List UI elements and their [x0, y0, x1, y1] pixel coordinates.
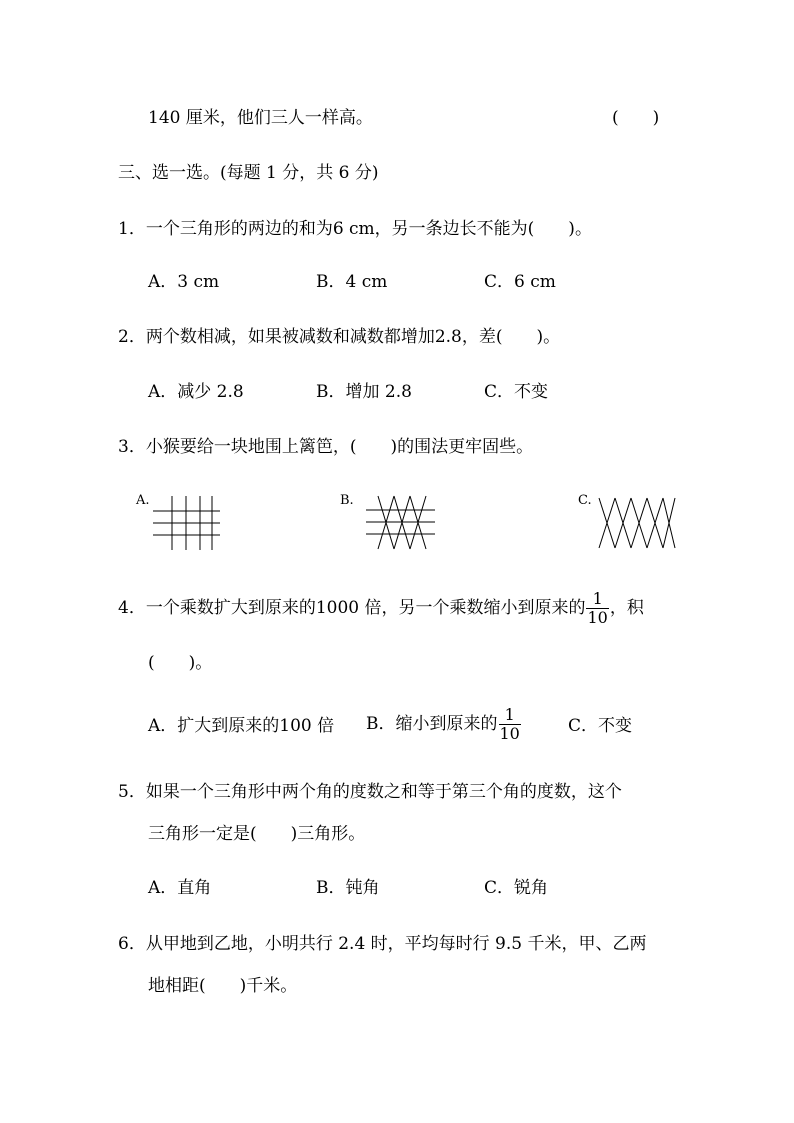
section-heading: 三、选一选。(每题 1 分，共 6 分): [118, 163, 379, 183]
q4-option-b-denominator: 10: [499, 724, 520, 743]
q4-option-b-fraction: [499, 706, 521, 743]
fence-figure-b[interactable]: [360, 494, 440, 552]
q2-option-a[interactable]: A．减少 2.8: [148, 382, 244, 402]
question-3: 3．小猴要给一块地围上篱笆，( )的围法更牢固些。: [118, 437, 534, 457]
question-6-line2: 地相距( )千米。: [148, 976, 298, 996]
q1-option-a[interactable]: A．3 cm: [148, 272, 220, 292]
q4-text-before: 4．一个乘数扩大到原来的1000 倍，另一个乘数缩小到原来的: [118, 598, 586, 618]
question-5-line2: 三角形一定是( )三角形。: [148, 824, 366, 844]
q4-option-c[interactable]: C．不变: [568, 716, 633, 736]
q5-option-a[interactable]: A．直角: [148, 878, 212, 898]
prev-answer-bracket[interactable]: ( ): [612, 108, 660, 128]
q5-option-b[interactable]: B．钝角: [316, 878, 380, 898]
fence-figure-a[interactable]: [150, 494, 225, 552]
q2-option-c[interactable]: C．不变: [484, 382, 549, 402]
q2-option-b[interactable]: B．增加 2.8: [316, 382, 412, 402]
q1-option-c[interactable]: C．6 cm: [484, 272, 556, 292]
q1-option-b[interactable]: B．4 cm: [316, 272, 388, 292]
question-4: [118, 588, 644, 628]
question-4-line2: ( )。: [148, 653, 213, 673]
fence-figure-c-label[interactable]: C.: [578, 493, 592, 508]
fence-figure-b-label[interactable]: B.: [340, 493, 354, 508]
q4-fraction-numerator: 1: [586, 590, 608, 609]
question-1: 1．一个三角形的两边的和为6 cm，另一条边长不能为( )。: [118, 219, 592, 239]
question-2: 2．两个数相减，如果被减数和减数都增加2.8，差( )。: [118, 327, 561, 347]
fence-figure-a-label[interactable]: A.: [136, 493, 150, 508]
fence-figure-c[interactable]: [595, 494, 680, 552]
question-6: 6．从甲地到乙地，小明共行 2.4 时，平均每时行 9.5 千米，甲、乙两: [118, 934, 647, 954]
q4-text-after: ，积: [609, 598, 644, 618]
prev-question-tail: 140 厘米，他们三人一样高。: [148, 108, 373, 128]
q4-option-b-text: B．缩小到原来的: [366, 714, 498, 734]
q4-option-a[interactable]: A．扩大到原来的100 倍: [148, 716, 335, 736]
q4-option-b[interactable]: [366, 704, 522, 744]
question-5: 5．如果一个三角形中两个角的度数之和等于第三个角的度数，这个: [118, 782, 622, 802]
q4-fraction-denominator: 10: [587, 608, 608, 627]
q4-option-b-numerator: 1: [499, 706, 521, 725]
q4-fraction: [586, 590, 608, 627]
q5-option-c[interactable]: C．锐角: [484, 878, 549, 898]
